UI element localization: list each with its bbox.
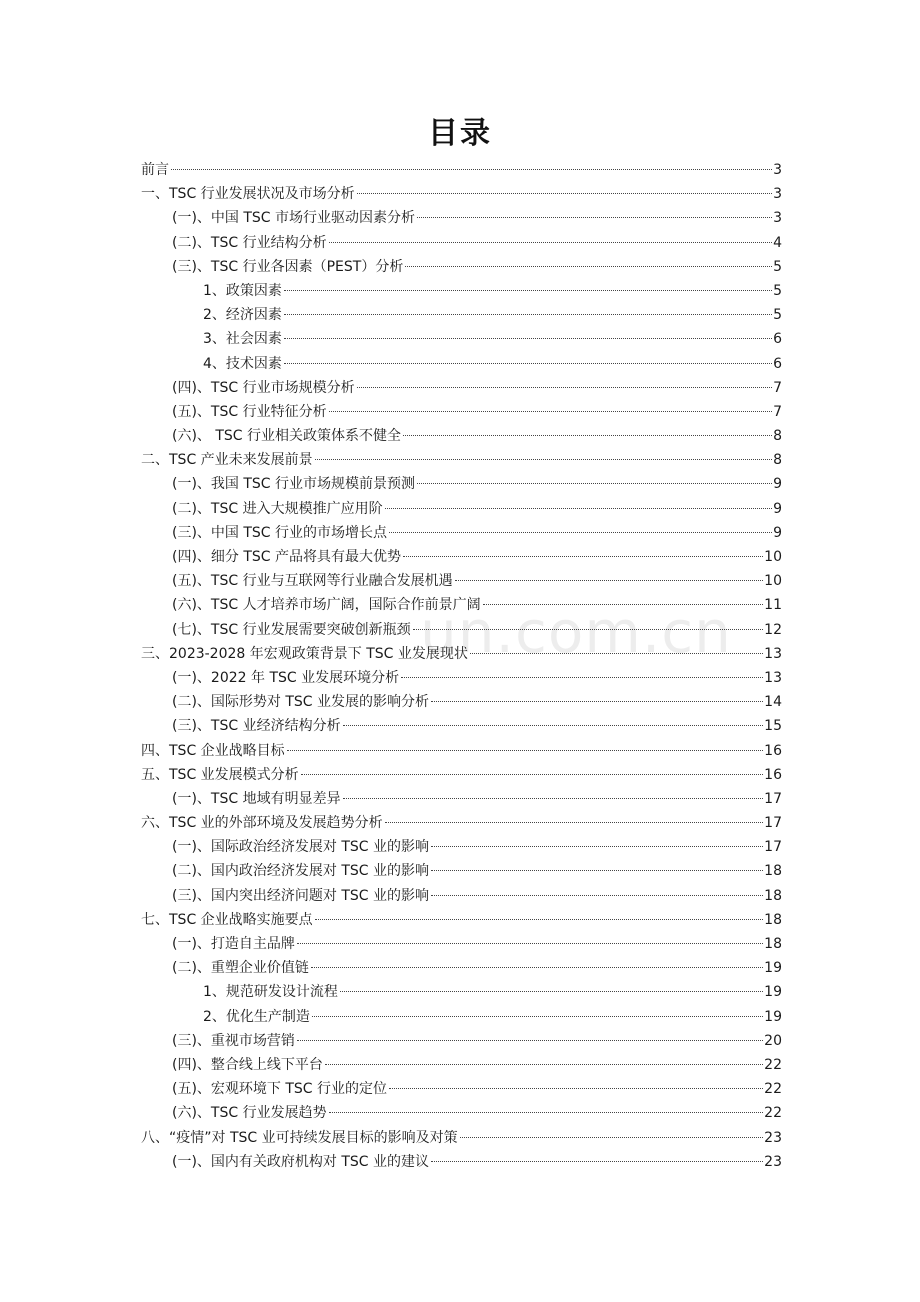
toc-dot-leader — [284, 290, 772, 291]
toc-page-number: 13 — [764, 645, 782, 662]
toc-entry[interactable] — [141, 690, 782, 714]
toc-dot-leader — [431, 701, 763, 702]
toc-entry-text: (六)、TSC 行业发展趋势 — [172, 1105, 327, 1122]
toc-dot-leader — [455, 580, 764, 581]
toc-dot-leader — [301, 774, 764, 775]
toc-entry[interactable] — [141, 593, 782, 617]
toc-entry[interactable] — [141, 255, 782, 279]
toc-dot-leader — [385, 508, 772, 509]
toc-dot-leader — [329, 242, 772, 243]
toc-entry[interactable] — [141, 1077, 782, 1101]
toc-dot-leader — [343, 725, 764, 726]
toc-page-number: 22 — [764, 1105, 782, 1122]
toc-entry[interactable] — [141, 908, 782, 932]
toc-page-number: 16 — [764, 766, 782, 783]
toc-page-number: 16 — [764, 742, 782, 759]
table-of-contents — [141, 158, 782, 1174]
toc-entry[interactable] — [141, 182, 782, 206]
toc-entry-text: 二、TSC 产业未来发展前景 — [141, 452, 313, 469]
toc-dot-leader — [389, 1088, 763, 1089]
toc-entry-text: (三)、中国 TSC 行业的市场增长点 — [172, 524, 388, 541]
toc-page-number: 7 — [773, 403, 782, 420]
toc-dot-leader — [312, 1016, 763, 1017]
toc-dot-leader — [403, 556, 763, 557]
toc-page-number: 11 — [764, 597, 782, 614]
toc-page-number: 10 — [764, 549, 782, 565]
toc-dot-leader — [329, 1112, 764, 1113]
toc-page-number: 18 — [764, 936, 782, 952]
toc-dot-leader — [385, 822, 764, 823]
toc-dot-leader — [417, 217, 772, 218]
toc-dot-leader — [284, 338, 772, 339]
toc-dot-leader — [311, 967, 763, 968]
toc-entry[interactable] — [141, 859, 782, 883]
toc-dot-leader — [315, 459, 772, 460]
toc-entry[interactable] — [141, 1150, 782, 1174]
toc-page-number: 6 — [773, 355, 782, 372]
toc-entry[interactable] — [141, 884, 782, 908]
toc-page-number: 17 — [764, 839, 782, 856]
toc-dot-leader — [284, 363, 772, 364]
toc-dot-leader — [325, 1064, 763, 1065]
toc-dot-leader — [287, 750, 764, 751]
toc-entry-text: 一、TSC 行业发展状况及市场分析 — [141, 186, 355, 203]
toc-entry-text: (六)、TSC 人才培养市场广阔，国际合作前景广阔 — [172, 597, 481, 614]
toc-entry[interactable] — [141, 376, 782, 400]
toc-entry[interactable] — [141, 1101, 782, 1125]
toc-entry-text: (一)、我国 TSC 行业市场规模前景预测 — [172, 476, 416, 493]
toc-entry-text: 四、TSC 企业战略目标 — [141, 742, 285, 759]
toc-entry-text: (一)、国内有关政府机构对 TSC 业的建议 — [172, 1153, 430, 1170]
toc-entry[interactable] — [141, 545, 782, 569]
toc-entry-text: 前言 — [141, 162, 169, 178]
toc-dot-leader — [297, 943, 763, 944]
toc-page-number: 22 — [764, 1056, 782, 1073]
toc-page-number: 19 — [764, 1008, 782, 1025]
toc-entry[interactable] — [141, 714, 782, 738]
toc-entry[interactable] — [141, 666, 782, 690]
toc-page-number: 17 — [764, 790, 782, 807]
toc-entry[interactable] — [141, 521, 782, 545]
toc-entry-text: (三)、TSC 行业各因素（PEST）分析 — [172, 258, 404, 275]
toc-page-number: 23 — [764, 1153, 782, 1170]
toc-entry[interactable] — [141, 303, 782, 327]
toc-dot-leader — [340, 991, 763, 992]
toc-page-number: 13 — [764, 669, 782, 686]
toc-page-number: 8 — [773, 428, 782, 445]
toc-entry-text: (一)、中国 TSC 市场行业驱动因素分析 — [172, 210, 416, 227]
toc-page-number: 9 — [773, 500, 782, 517]
toc-page-number: 18 — [764, 887, 782, 904]
toc-page-number: 3 — [773, 186, 782, 203]
toc-entry[interactable] — [141, 327, 782, 351]
toc-page-number: 15 — [764, 718, 782, 735]
toc-page-number: 14 — [764, 694, 782, 711]
toc-page-number: 4 — [773, 234, 782, 251]
toc-page-number: 5 — [773, 307, 782, 324]
toc-entry-text: (二)、重塑企业价值链 — [172, 960, 309, 977]
toc-page-number: 18 — [764, 863, 782, 880]
toc-page-number: 19 — [764, 960, 782, 977]
toc-entry-text: 3、社会因素 — [203, 331, 282, 348]
toc-dot-leader — [315, 919, 764, 920]
toc-dot-leader — [483, 604, 764, 605]
toc-dot-leader — [343, 798, 764, 799]
toc-entry[interactable] — [141, 642, 782, 666]
toc-page-number: 18 — [764, 911, 782, 928]
toc-entry-text: (五)、TSC 行业与互联网等行业融合发展机遇 — [172, 573, 453, 590]
toc-entry[interactable] — [141, 206, 782, 230]
toc-entry-text: 4、技术因素 — [203, 355, 282, 372]
toc-page-number: 3 — [773, 162, 782, 178]
toc-entry[interactable] — [141, 835, 782, 859]
toc-page-number: 22 — [764, 1081, 782, 1098]
toc-dot-leader — [171, 169, 772, 170]
toc-page-number: 8 — [773, 452, 782, 469]
toc-page-number: 19 — [764, 984, 782, 1001]
toc-entry[interactable] — [141, 1029, 782, 1053]
toc-entry[interactable] — [141, 448, 782, 472]
toc-entry-text: (二)、国际形势对 TSC 业发展的影响分析 — [172, 694, 430, 711]
toc-entry[interactable] — [141, 787, 782, 811]
toc-entry-text: 三、2023-2028 年宏观政策背景下 TSC 业发展现状 — [141, 645, 468, 662]
toc-entry[interactable] — [141, 400, 782, 424]
toc-entry-text: (一)、2022 年 TSC 业发展环境分析 — [172, 669, 400, 686]
toc-page-number: 5 — [773, 282, 782, 299]
toc-page-number: 5 — [773, 258, 782, 275]
toc-entry[interactable] — [141, 497, 782, 521]
toc-entry[interactable] — [141, 352, 782, 376]
toc-dot-leader — [284, 314, 772, 315]
toc-dot-leader — [403, 435, 772, 436]
toc-entry-text: (六)、 TSC 行业相关政策体系不健全 — [172, 428, 402, 445]
toc-dot-leader — [431, 1161, 763, 1162]
toc-dot-leader — [405, 266, 772, 267]
toc-entry[interactable] — [141, 1005, 782, 1029]
toc-entry-text: (七)、TSC 行业发展需要突破创新瓶颈 — [172, 621, 411, 638]
toc-dot-leader — [460, 1137, 764, 1138]
toc-entry[interactable] — [141, 1053, 782, 1077]
toc-entry[interactable] — [141, 932, 782, 956]
toc-dot-leader — [431, 895, 763, 896]
toc-entry-text: (四)、细分 TSC 产品将具有最大优势 — [172, 549, 402, 565]
toc-entry[interactable] — [141, 569, 782, 593]
toc-dot-leader — [417, 483, 772, 484]
toc-entry-text: 2、优化生产制造 — [203, 1008, 310, 1025]
toc-entry[interactable] — [141, 811, 782, 835]
toc-entry-text: (二)、TSC 行业结构分析 — [172, 234, 327, 251]
toc-entry[interactable] — [141, 424, 782, 448]
toc-entry[interactable] — [141, 279, 782, 303]
toc-entry-text: (五)、宏观环境下 TSC 行业的定位 — [172, 1081, 388, 1098]
toc-entry-text: 1、政策因素 — [203, 282, 282, 299]
toc-entry-text: 1、规范研发设计流程 — [203, 984, 338, 1001]
toc-entry-text: 七、TSC 企业战略实施要点 — [141, 911, 313, 928]
toc-entry[interactable] — [141, 1126, 782, 1150]
toc-entry-text: (二)、TSC 进入大规模推广应用阶 — [172, 500, 383, 517]
toc-page-number: 9 — [773, 524, 782, 541]
toc-entry-text: (四)、TSC 行业市场规模分析 — [172, 379, 355, 396]
toc-page-number: 12 — [764, 621, 782, 638]
toc-entry-text: (四)、整合线上线下平台 — [172, 1056, 323, 1073]
toc-entry-text: (一)、TSC 地域有明显差异 — [172, 790, 341, 807]
toc-page-number: 20 — [764, 1032, 782, 1049]
toc-page-number: 3 — [773, 210, 782, 227]
toc-dot-leader — [470, 653, 763, 654]
toc-page-number: 9 — [773, 476, 782, 493]
toc-dot-leader — [431, 870, 763, 871]
toc-entry-text: 八、“疫情”对 TSC 业可持续发展目标的影响及对策 — [141, 1129, 458, 1146]
toc-dot-leader — [413, 629, 764, 630]
toc-entry-text: (三)、重视市场营销 — [172, 1032, 295, 1049]
toc-entry[interactable] — [141, 618, 782, 642]
toc-entry[interactable] — [141, 739, 782, 763]
toc-page-number: 10 — [764, 573, 782, 590]
toc-title: 目录 — [428, 116, 492, 151]
toc-entry-text: (一)、国际政治经济发展对 TSC 业的影响 — [172, 839, 430, 856]
toc-dot-leader — [389, 532, 772, 533]
toc-entry[interactable] — [141, 158, 782, 182]
toc-page-number: 7 — [773, 379, 782, 396]
toc-dot-leader — [431, 846, 763, 847]
toc-dot-leader — [297, 1040, 763, 1041]
toc-entry-text: 2、经济因素 — [203, 307, 282, 324]
toc-dot-leader — [329, 411, 772, 412]
toc-page-number: 17 — [764, 815, 782, 832]
toc-dot-leader — [357, 193, 772, 194]
toc-entry-text: 六、TSC 业的外部环境及发展趋势分析 — [141, 815, 383, 832]
toc-entry-text: (二)、国内政治经济发展对 TSC 业的影响 — [172, 863, 430, 880]
toc-page-number: 23 — [764, 1129, 782, 1146]
toc-entry-text: (三)、国内突出经济问题对 TSC 业的影响 — [172, 887, 430, 904]
watermark: un.com.cn — [420, 598, 732, 666]
toc-entry[interactable] — [141, 763, 782, 787]
toc-entry-text: (五)、TSC 行业特征分析 — [172, 403, 327, 420]
toc-entry-text: (一)、打造自主品牌 — [172, 936, 295, 952]
toc-entry-text: 五、TSC 业发展模式分析 — [141, 766, 299, 783]
toc-entry[interactable] — [141, 980, 782, 1004]
toc-dot-leader — [401, 677, 763, 678]
toc-entry[interactable] — [141, 472, 782, 496]
toc-entry[interactable] — [141, 231, 782, 255]
toc-entry[interactable] — [141, 956, 782, 980]
toc-entry-text: (三)、TSC 业经济结构分析 — [172, 718, 341, 735]
toc-page-number: 6 — [773, 331, 782, 348]
toc-dot-leader — [357, 387, 772, 388]
